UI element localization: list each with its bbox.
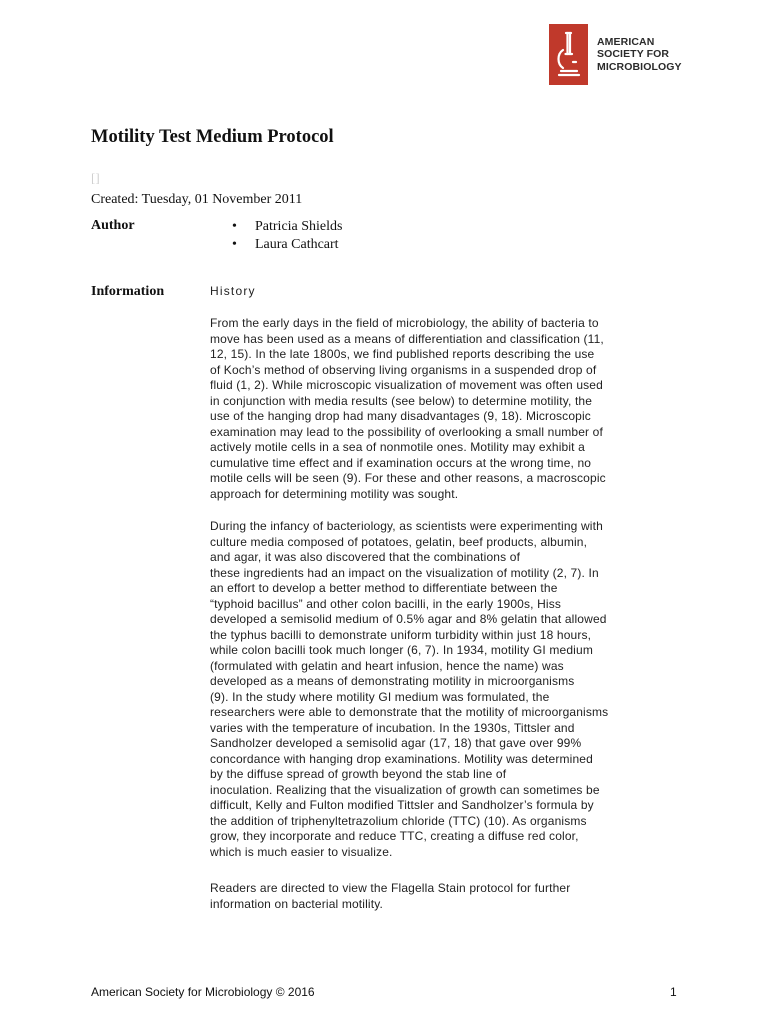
paragraph-line: concordance with hanging drop examinations. Motility was determined (210, 751, 593, 766)
paragraph-line: and agar, it was also discovered that the combinations of (210, 550, 521, 564)
paragraph-3 (210, 881, 690, 912)
page-number: 1 (670, 985, 677, 999)
microscope-icon (549, 24, 588, 85)
paragraph-line: researchers were able to demonstrate that the motility of microorganisms (210, 705, 609, 719)
empty-marker: [] (91, 170, 100, 185)
paragraph-line: these ingredients had an impact on the visualization of motility (2, 7). In (210, 565, 599, 580)
footer-copyright: American Society for Microbiology © 2016 (91, 985, 315, 999)
paragraph-line: cumulative time effect and if examination occurs at the wrong time, no (210, 455, 592, 470)
author-label: Author (91, 218, 135, 233)
paragraph-line: “typhoid bacillus” and other colon bacilli, in the early 1900s, Hiss (210, 596, 562, 611)
document-title: Motility Test Medium Protocol (91, 127, 334, 147)
paragraph-line: the typhus bacilli to demonstrate uniform turbidity within just 18 hours, (210, 627, 592, 642)
paragraph-1 (210, 316, 690, 502)
paragraph-line: motile cells will be seen (9). For these and other reasons, a macroscopic (210, 471, 606, 485)
paragraph-line: difficult, Kelly and Fulton modified Tittsler and Sandholzer’s formula by (210, 798, 594, 812)
paragraph-line: From the early days in the field of microbiology, the ability of bacteria to (210, 316, 599, 330)
paragraph-line: move has been used as a means of differentiation and classification (11, (210, 331, 604, 346)
author-list (232, 218, 343, 254)
paragraph-line: developed as a means of demonstrating motility in microorganisms (210, 674, 575, 688)
logo-wordmark (597, 36, 682, 74)
paragraph-line: which is much easier to visualize. (210, 844, 393, 859)
paragraph-line: approach for determining motility was sought. (210, 486, 459, 501)
paragraph-line: fluid (1, 2). While microscopic visualization of movement was often used (210, 378, 603, 392)
paragraph-line: 12, 15). In the late 1800s, we find published reports describing the use (210, 347, 595, 361)
created-date: Created: Tuesday, 01 November 2011 (91, 192, 303, 207)
paragraph-line: Readers are directed to view the Flagella Stain protocol for further (210, 881, 571, 895)
logo-line-2: SOCIETY FOR (597, 48, 670, 61)
paragraph-line: culture media composed of potatoes, gelatin, beef products, albumin, (210, 534, 588, 549)
author-name: Patricia Shields (255, 219, 343, 234)
bullet: • (232, 219, 237, 234)
paragraph-line: in conjunction with media results (see below) to determine motility, the (210, 393, 593, 408)
logo-line-3: MICROBIOLOGY (597, 60, 682, 73)
asm-logo (549, 24, 682, 85)
author-name: Laura Cathcart (255, 237, 339, 252)
paragraph-line: an effort to develop a better method to differentiate between the (210, 581, 558, 595)
paragraph-line: (formulated with gelatin and heart infusion, hence the name) was (210, 658, 564, 673)
paragraph-line: the addition of triphenyltetrazolium chloride (TTC) (10). As organisms (210, 813, 587, 828)
paragraph-2 (210, 519, 690, 860)
paragraph-line: of Koch’s method of observing living organisms in a suspended drop of (210, 362, 597, 377)
author-item (232, 218, 343, 236)
paragraph-line: grow, they incorporate and reduce TTC, creating a diffuse red color, (210, 829, 579, 843)
paragraph-line: by the diffuse spread of growth beyond the stab line of (210, 767, 507, 781)
bullet: • (232, 237, 237, 252)
logo-line-1: AMERICAN (597, 35, 655, 48)
paragraph-line: (9). In the study where motility GI medium was formulated, the (210, 689, 550, 704)
paragraph-line: varies with the temperature of incubation. In the 1930s, Tittsler and (210, 720, 575, 735)
paragraph-line: actively motile cells in a sea of nonmotile ones. Motility may exhibit a (210, 440, 585, 454)
paragraph-line: Sandholzer developed a semisolid agar (17, 18) that gave over 99% (210, 736, 582, 750)
paragraph-line: use of the hanging drop had many disadvantages (9, 18). Microscopic (210, 409, 591, 423)
paragraph-line: information on bacterial motility. (210, 896, 383, 911)
paragraph-line: while colon bacilli took much longer (6, 7). In 1934, motility GI medium (210, 643, 593, 657)
information-label: Information (91, 284, 165, 299)
paragraph-line: inoculation. Realizing that the visualization of growth can sometimes be (210, 782, 600, 797)
paragraph-line: During the infancy of bacteriology, as scientists were experimenting with (210, 519, 603, 533)
paragraph-line: developed a semisolid medium of 0.5% agar and 8% gelatin that allowed (210, 612, 607, 626)
section-heading-history: History (210, 284, 256, 298)
author-item (232, 236, 343, 254)
paragraph-line: examination may lead to the possibility of overlooking a small number of (210, 424, 603, 439)
